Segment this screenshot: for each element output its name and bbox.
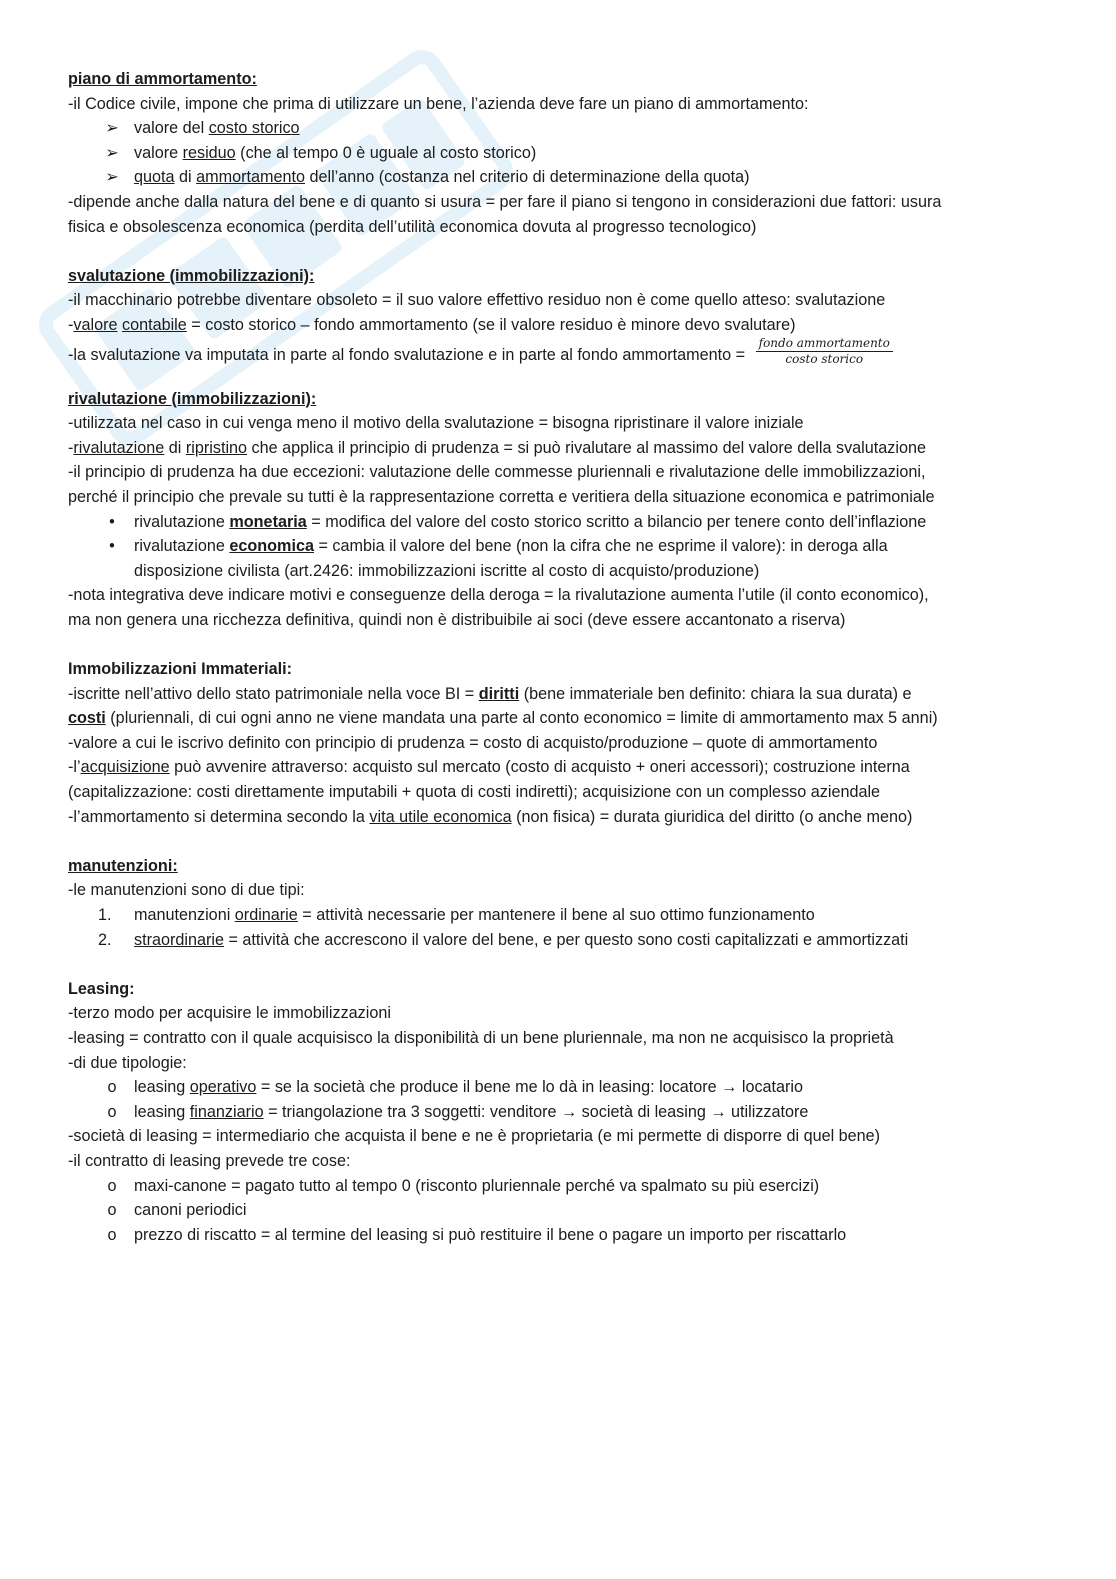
paragraph-line-formula: -la svalutazione va imputata in parte al fondo svalutazione e in parte al fondo ammortamento = $\frac{\text{fondo ammortamento}}{\text{costo storico}}$ xyxy=(68,338,1058,372)
paragraph-line: -leasing = contratto con il quale acquisisco la disponibilità di un bene pluriennale, ma non ne acquisisco la proprietà xyxy=(68,1028,894,1047)
paragraph-line: -rivalutazione di ripristino che applica il principio di prudenza = si può rivalutare al massimo del valore della svalutazione xyxy=(68,438,926,457)
paragraph-line: -il Codice civile, impone che prima di utilizzare un bene, l’azienda deve fare un piano di ammortamento: xyxy=(68,94,809,113)
paragraph-line: -di due tipologie: xyxy=(68,1053,187,1072)
section-title-svalutazione: svalutazione (immobilizzazioni): xyxy=(68,266,315,285)
section-title-leasing: Leasing: xyxy=(68,979,135,998)
section-title-manutenzioni: manutenzioni: xyxy=(68,856,178,875)
circle-bullet-icon: o xyxy=(107,1225,117,1244)
paragraph-line: (capitalizzazione: costi direttamente imputabili + quota di costi indiretti); acquisizione con un complesso aziendale xyxy=(68,783,881,802)
section-title-rivalutazione: rivalutazione (immobilizzazioni): xyxy=(68,389,317,408)
paragraph-line: -il principio di prudenza ha due eccezioni: valutazione delle commesse pluriennali e rivalutazione delle immobilizzazioni, xyxy=(68,463,926,482)
paragraph-line: ma non genera una ricchezza definitiva, quindi non è distribuibile ai soci (deve essere accantonato a riserva) xyxy=(68,610,846,629)
paragraph-line: -iscritte nell’attivo dello stato patrimoniale nella voce BI = diritti (bene immateriale ben definito: chiara la sua durata) e xyxy=(68,684,912,703)
dot-bullet-icon: • xyxy=(109,537,115,556)
arrow-bullet-icon: ➢ xyxy=(105,119,119,138)
paragraph-line: -il macchinario potrebbe diventare obsoleto = il suo valore effettivo residuo non è come quello atteso: svalutazione xyxy=(68,291,886,310)
circle-bullet-icon: o xyxy=(107,1176,117,1195)
list-item: 2. straordinarie = attività che accrescono il valore del bene, e per questo sono costi capitalizzati e ammortizzati xyxy=(68,928,1058,953)
arrow-bullet-icon: ➢ xyxy=(105,168,119,187)
list-item: • rivalutazione monetaria = modifica del valore del costo storico scritto a bilancio per tenere conto dell’inflazione xyxy=(68,510,1058,535)
list-number: 2. xyxy=(98,930,112,949)
list-item: ➢ valore residuo (che al tempo 0 è uguale al costo storico) xyxy=(68,141,1058,166)
paragraph-line: -utilizzata nel caso in cui venga meno il motivo della svalutazione = bisogna ripristinare il valore iniziale xyxy=(68,414,804,433)
circle-bullet-icon: o xyxy=(107,1201,117,1220)
paragraph-line: costi (pluriennali, di cui ogni anno ne viene mandata una parte al conto economico = limite di ammortamento max 5 anni) xyxy=(68,709,938,728)
fraction-denominator: costo storico xyxy=(785,351,864,366)
fraction-formula xyxy=(756,336,893,367)
list-item: o leasing operativo = se la società che produce il bene me lo dà in leasing: locatore → locatario xyxy=(68,1075,1058,1100)
circle-bullet-icon: o xyxy=(107,1078,117,1097)
fraction-numerator: fondo ammortamento xyxy=(756,336,893,352)
circle-bullet-icon: o xyxy=(107,1102,117,1121)
list-number: 1. xyxy=(98,906,112,924)
section-title-piano: piano di ammortamento: xyxy=(68,70,257,88)
list-item: o prezzo di riscatto = al termine del leasing si può restituire il bene o pagare un importo per riscattarlo xyxy=(68,1223,1058,1248)
document-page xyxy=(68,67,1058,1247)
paragraph-line: -valore a cui le iscrivo definito con principio di prudenza = costo di acquisto/produzione – quote di ammortamento xyxy=(68,733,878,752)
list-item: ➢ quota di ammortamento dell’anno (costanza nel criterio di determinazione della quota) xyxy=(68,165,1058,190)
paragraph-line: -le manutenzioni sono di due tipi: xyxy=(68,881,305,900)
paragraph-line: -società di leasing = intermediario che acquista il bene e ne è proprietaria (e mi permette di disporre di quel bene) xyxy=(68,1127,881,1146)
list-item-continuation: disposizione civilista (art.2426: immobilizzazioni iscritte al costo di acquisto/produzione) xyxy=(134,561,760,580)
paragraph-line: -l’acquisizione può avvenire attraverso: acquisto sul mercato (costo di acquisto + oneri accessori); costruzione interna xyxy=(68,758,910,777)
paragraph-line: -dipende anche dalla natura del bene e di quanto si usura = per fare il piano si tengono in considerazioni due fattori: usura xyxy=(68,192,942,211)
paragraph-line: -l’ammortamento si determina secondo la vita utile economica (non fisica) = durata giuridica del diritto (o anche meno) xyxy=(68,807,913,826)
paragraph-line: -terzo modo per acquisire le immobilizzazioni xyxy=(68,1004,391,1023)
list-item: 1. manutenzioni ordinarie = attività necessarie per mantenere il bene al suo ottimo funzionamento xyxy=(68,903,1058,928)
paragraph-line: -nota integrativa deve indicare motivi e conseguenze della deroga = la rivalutazione aumenta l’utile (il conto economico), xyxy=(68,586,929,605)
list-item: • rivalutazione economica = cambia il valore del bene (non la cifra che ne esprime il valore): in deroga alla xyxy=(68,534,1058,559)
section-title-immateriali: Immobilizzazioni Immateriali: xyxy=(68,660,292,679)
paragraph-line: perché il principio che prevale su tutti è la rappresentazione corretta e veritiera della situazione economica e patrimoniale xyxy=(68,487,935,506)
list-item: o maxi-canone = pagato tutto al tempo 0 (risconto pluriennale perché va spalmato su più esercizi) xyxy=(68,1174,1058,1199)
paragraph-line: fisica e obsolescenza economica (perdita dell’utilità economica dovuta al progresso tecnologico) xyxy=(68,217,757,236)
paragraph-line: -valore contabile = costo storico – fondo ammortamento (se il valore residuo è minore devo svalutare) xyxy=(68,315,796,334)
paragraph-line: -il contratto di leasing prevede tre cose: xyxy=(68,1151,351,1170)
list-item: o canoni periodici xyxy=(68,1198,1058,1223)
list-item: ➢ valore del costo storico xyxy=(68,116,1058,141)
arrow-bullet-icon: ➢ xyxy=(105,143,119,162)
list-item: o leasing finanziario = triangolazione tra 3 soggetti: venditore → società di leasing → utilizzatore xyxy=(68,1100,1058,1125)
dot-bullet-icon: • xyxy=(109,512,115,531)
